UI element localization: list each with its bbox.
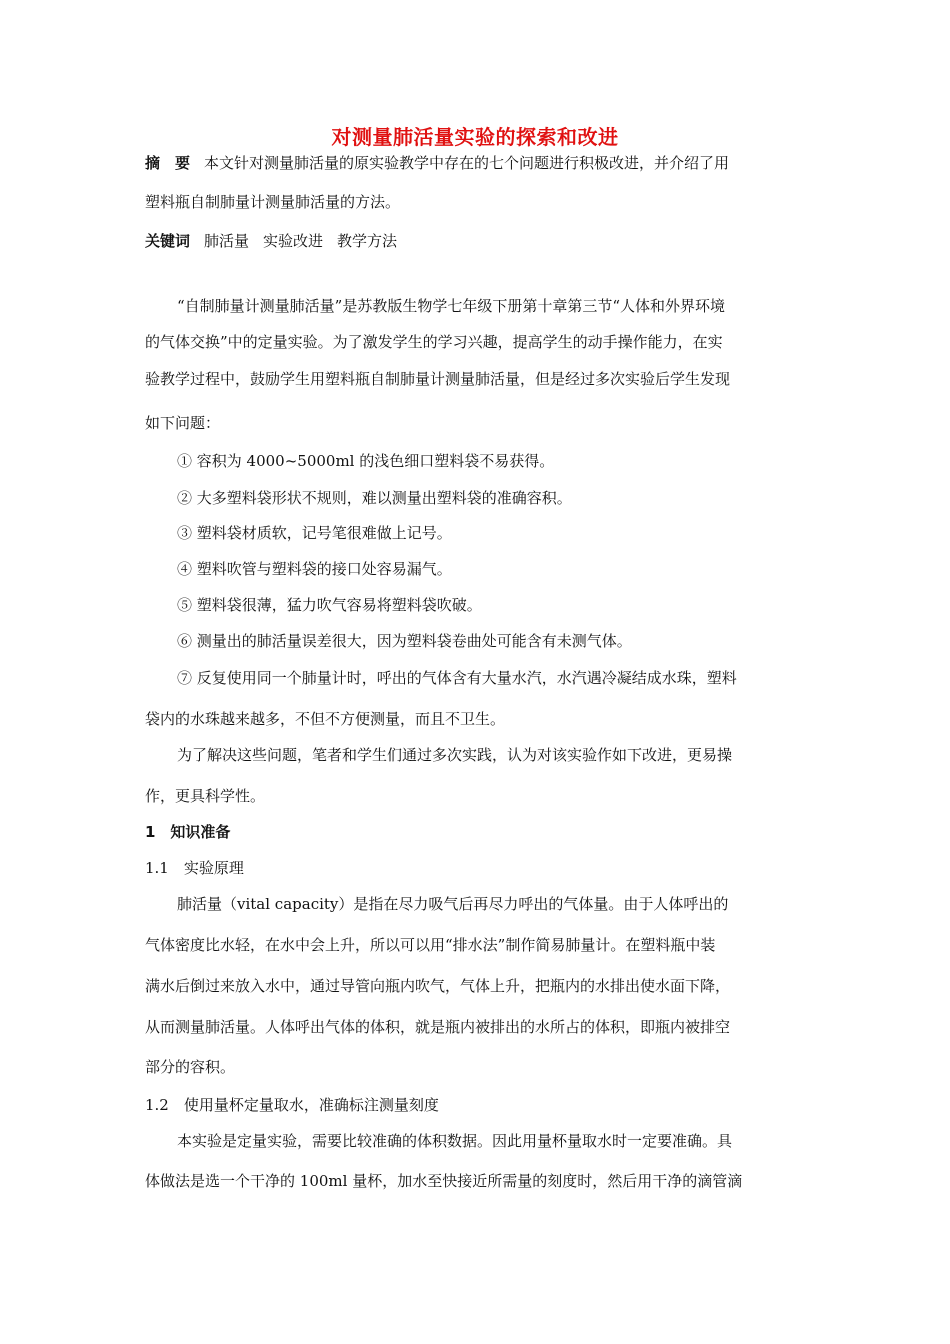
intro-line-2: 的气体交换”中的定量实验。为了激发学生的学习兴趣，提高学生的动手操作能力，在实: [145, 333, 723, 351]
principle-line-2: 气体密度比水轻，在水中会上升，所以可以用“排水法”制作简易肺量计。在塑料瓶中装: [145, 936, 716, 954]
keyword-1: 肺活量: [204, 232, 250, 250]
problem-7: ⑦ 反复使用同一个肺量计时，呼出的气体含有大量水汽，水汽遇冷凝结成水珠，塑料: [177, 669, 737, 687]
principle-line-5: 部分的容积。: [145, 1058, 236, 1076]
problem-6: ⑥ 测量出的肺活量误差很大，因为塑料袋卷曲处可能含有未测气体。: [177, 632, 632, 650]
intro-line-3: 验教学过程中，鼓励学生用塑料瓶自制肺量计测量肺活量，但是经过多次实验后学生发现: [145, 370, 731, 388]
section-1-1-heading: 1.1 实验原理: [145, 859, 244, 877]
section-1-2-heading: 1.2 使用量杯定量取水，准确标注测量刻度: [145, 1096, 439, 1114]
intro-line-4: 如下问题：: [145, 414, 221, 432]
problem-2: ② 大多塑料袋形状不规则，难以测量出塑料袋的准确容积。: [177, 489, 572, 507]
keyword-2: 实验改进: [263, 232, 324, 250]
principle-line-1: 肺活量（vital capacity）是指在尽力吸气后再尽力呼出的气体量。由于人体呼出的: [177, 895, 729, 913]
abstract-text-1: 本文针对测量肺活量的原实验教学中存在的七个问题进行积极改进，并介绍了用: [204, 154, 730, 172]
principle-line-4: 从而测量肺活量。人体呼出气体的体积，就是瓶内被排出的水所占的体积，即瓶内被排空: [145, 1018, 731, 1036]
problem-1: ① 容积为 4000~5000ml 的浅色细口塑料袋不易获得。: [177, 452, 555, 470]
problem-4: ④ 塑料吹管与塑料袋的接口处容易漏气。: [177, 560, 452, 578]
keyword-3: 教学方法: [337, 232, 398, 250]
section-1-heading: 1 知识准备: [145, 823, 231, 841]
principle-line-3: 满水后倒过来放入水中，通过导管向瓶内吹气，气体上升，把瓶内的水排出使水面下降，: [145, 977, 731, 995]
problem-7-continued: 袋内的水珠越来越多，不但不方便测量，而且不卫生。: [145, 710, 506, 728]
intro-line-1: “自制肺量计测量肺活量”是苏教版生物学七年级下册第十章第三节“人体和外界环境: [177, 297, 726, 315]
solution-line-2: 作，更具科学性。: [145, 787, 266, 805]
keywords-line: [145, 230, 815, 251]
method-line-2: 体做法是选一个干净的 100ml 量杯，加水至快接近所需量的刻度时，然后用干净的滴管滴: [145, 1172, 743, 1190]
abstract-line-2: 塑料瓶自制肺量计测量肺活量的方法。: [145, 193, 401, 211]
problem-5: ⑤ 塑料袋很薄，猛力吹气容易将塑料袋吹破。: [177, 596, 482, 614]
keywords-label: 关键词: [145, 232, 191, 250]
abstract-label: 摘 要: [145, 154, 191, 172]
abstract-line-1: [145, 152, 815, 173]
method-line-1: 本实验是定量实验，需要比较准确的体积数据。因此用量杯量取水时一定要准确。具: [177, 1132, 733, 1150]
problem-3: ③ 塑料袋材质软，记号笔很难做上记号。: [177, 524, 452, 542]
document-title: 对测量肺活量实验的探索和改进: [331, 125, 619, 149]
solution-line-1: 为了解决这些问题，笔者和学生们通过多次实践，认为对该实验作如下改进，更易操: [177, 746, 733, 764]
